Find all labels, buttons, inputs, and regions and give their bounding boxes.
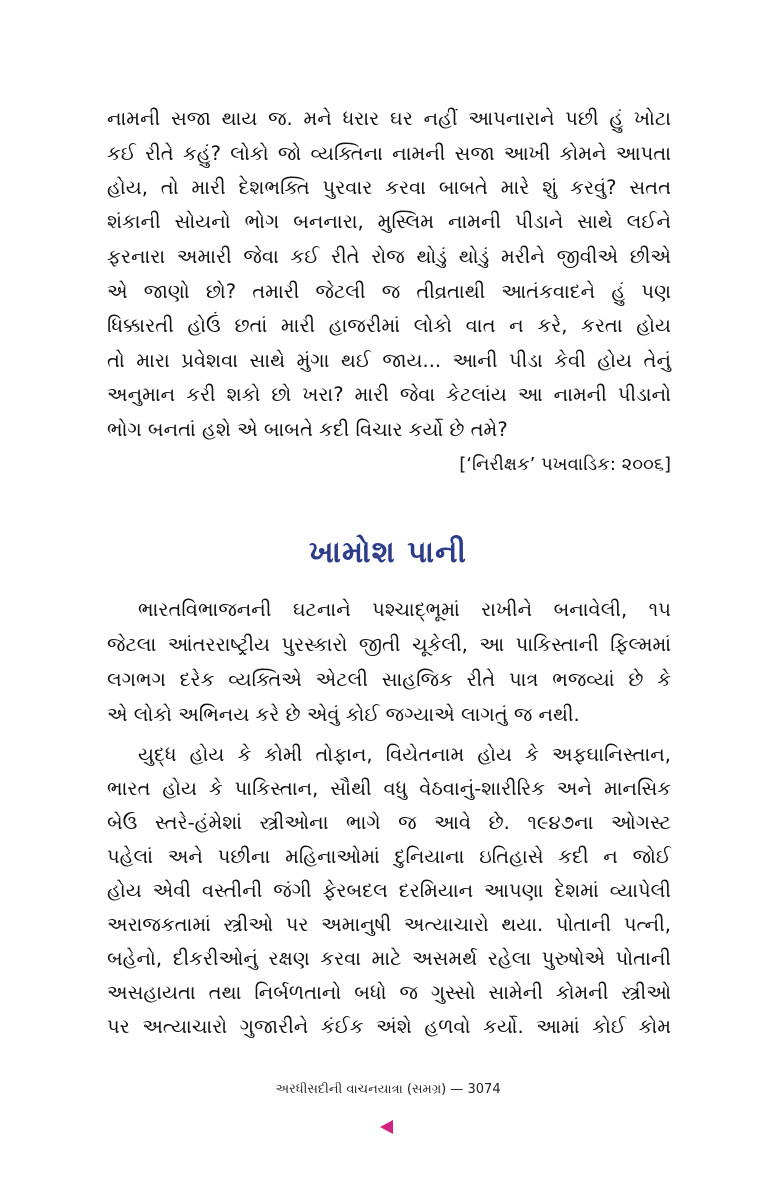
section-title: ખામોશ પાની (308, 535, 467, 570)
text-line: યુદ્ધ હોય કે કોમી તોફાન, વિયેતનામ હોય કે અફઘાનિસ્તાન, (138, 743, 671, 766)
text-line: નામની સજા થાય જ. મને ધરાર ઘર નહીં આપનારાને પછી હું ખોટા (107, 107, 671, 130)
text-line: એ જાણો છો? તમારી જેટલી જ તીવ્રતાથી આતંકવાદને હું પણ (107, 280, 671, 303)
text-line: અરાજકતામાં સ્ત્રીઓ પર અમાનુષી અત્યાચારો થયા. પોતાની પત્ની, (107, 913, 671, 936)
text-line: તો મારા પ્રવેશવા સાથે મુંગા થઈ જાય... આની પીડા કેવી હોય તેનું (107, 349, 671, 372)
text-line: કઈ રીતે કહું? લોકો જો વ્યક્તિના નામની સજા આખી કોમને આપતા (107, 142, 671, 165)
text-line: ફરનારા અમારી જેવા કઈ રીતે રોજ થોડું થોડું મરીને જીવીએ છીએ (107, 245, 671, 268)
text-line: અનુમાન કરી શકો છો ખરા? મારી જેવા કેટલાંય આ નામની પીડાનો (107, 383, 671, 406)
source-citation: [‘નિરીક્ષક’ પખવાડિક: ૨૦૦૬] (459, 454, 671, 475)
text-line: બેઉ સ્તરે-હંમેશાં સ્ત્રીઓના ભાગે જ આવે છે. ૧૯૪૭ના ઓગસ્ટ (107, 811, 671, 834)
text-line: બહેનો, દીકરીઓનું રક્ષણ કરવા માટે અસમર્થ રહેલા પુરુષોએ પોતાની (107, 947, 671, 970)
page-footer: અરધીસદીની વાચનયાત્રા (સમગ્ર) — 3074 (275, 1082, 501, 1097)
text-line: શંકાની સોયનો ભોગ બનનારા, મુસ્લિમ નામની પીડાને સાથે લઈને (107, 210, 671, 233)
text-line: હોય એવી વસ્તીની જંગી ફેરબદલ દરમિયાન આપણા દેશમાં વ્યાપેલી (107, 879, 671, 902)
text-line: અસહાયતા તથા નિર્બળતાનો બધો જ ગુસ્સો સામેની કોમની સ્ત્રીઓ (107, 981, 671, 1004)
previous-page-icon[interactable] (380, 1120, 393, 1134)
text-line: એ લોકો અભિનય કરે છે એવું કોઈ જગ્યાએ લાગતું જ નથી. (107, 703, 580, 726)
text-line: લગભગ દરેક વ્યક્તિએ એટલી સાહજિક રીતે પાત્ર ભજવ્યાં છે કે (107, 668, 671, 691)
text-line: પહેલાં અને પછીના મહિનાઓમાં દુનિયાના ઇતિહાસે કદી ન જોઈ (107, 845, 671, 868)
text-line: હોય, તો મારી દેશભક્તિ પુરવાર કરવા બાબતે મારે શું કરવું? સતત (107, 176, 671, 199)
text-line: ભોગ બનતાં હશે એ બાબતે કદી વિચાર કર્યો છે તમે? (107, 418, 508, 441)
text-line: ધિક્કારતી હોઉં છતાં મારી હાજરીમાં લોકો વાત ન કરે, કરતા હોય (107, 314, 671, 337)
text-line: ભારત હોય કે પાકિસ્તાન, સૌથી વધુ વેઠવાનું-શારીરિક અને માનસિક (107, 777, 671, 800)
text-line: પર અત્યાચારો ગુજારીને કંઈક અંશે હળવો કર્યો. આમાં કોઈ કોમ (107, 1015, 671, 1038)
text-line: ભારતવિભાજનની ઘટનાને પશ્ચાદ્ભૂમાં રાખીને બનાવેલી, ૧૫ (138, 598, 671, 621)
text-line: જેટલા આંતરરાષ્ટ્રીય પુરસ્કારો જીતી ચૂકેલી, આ પાકિસ્તાની ફિલ્મમાં (107, 633, 671, 656)
